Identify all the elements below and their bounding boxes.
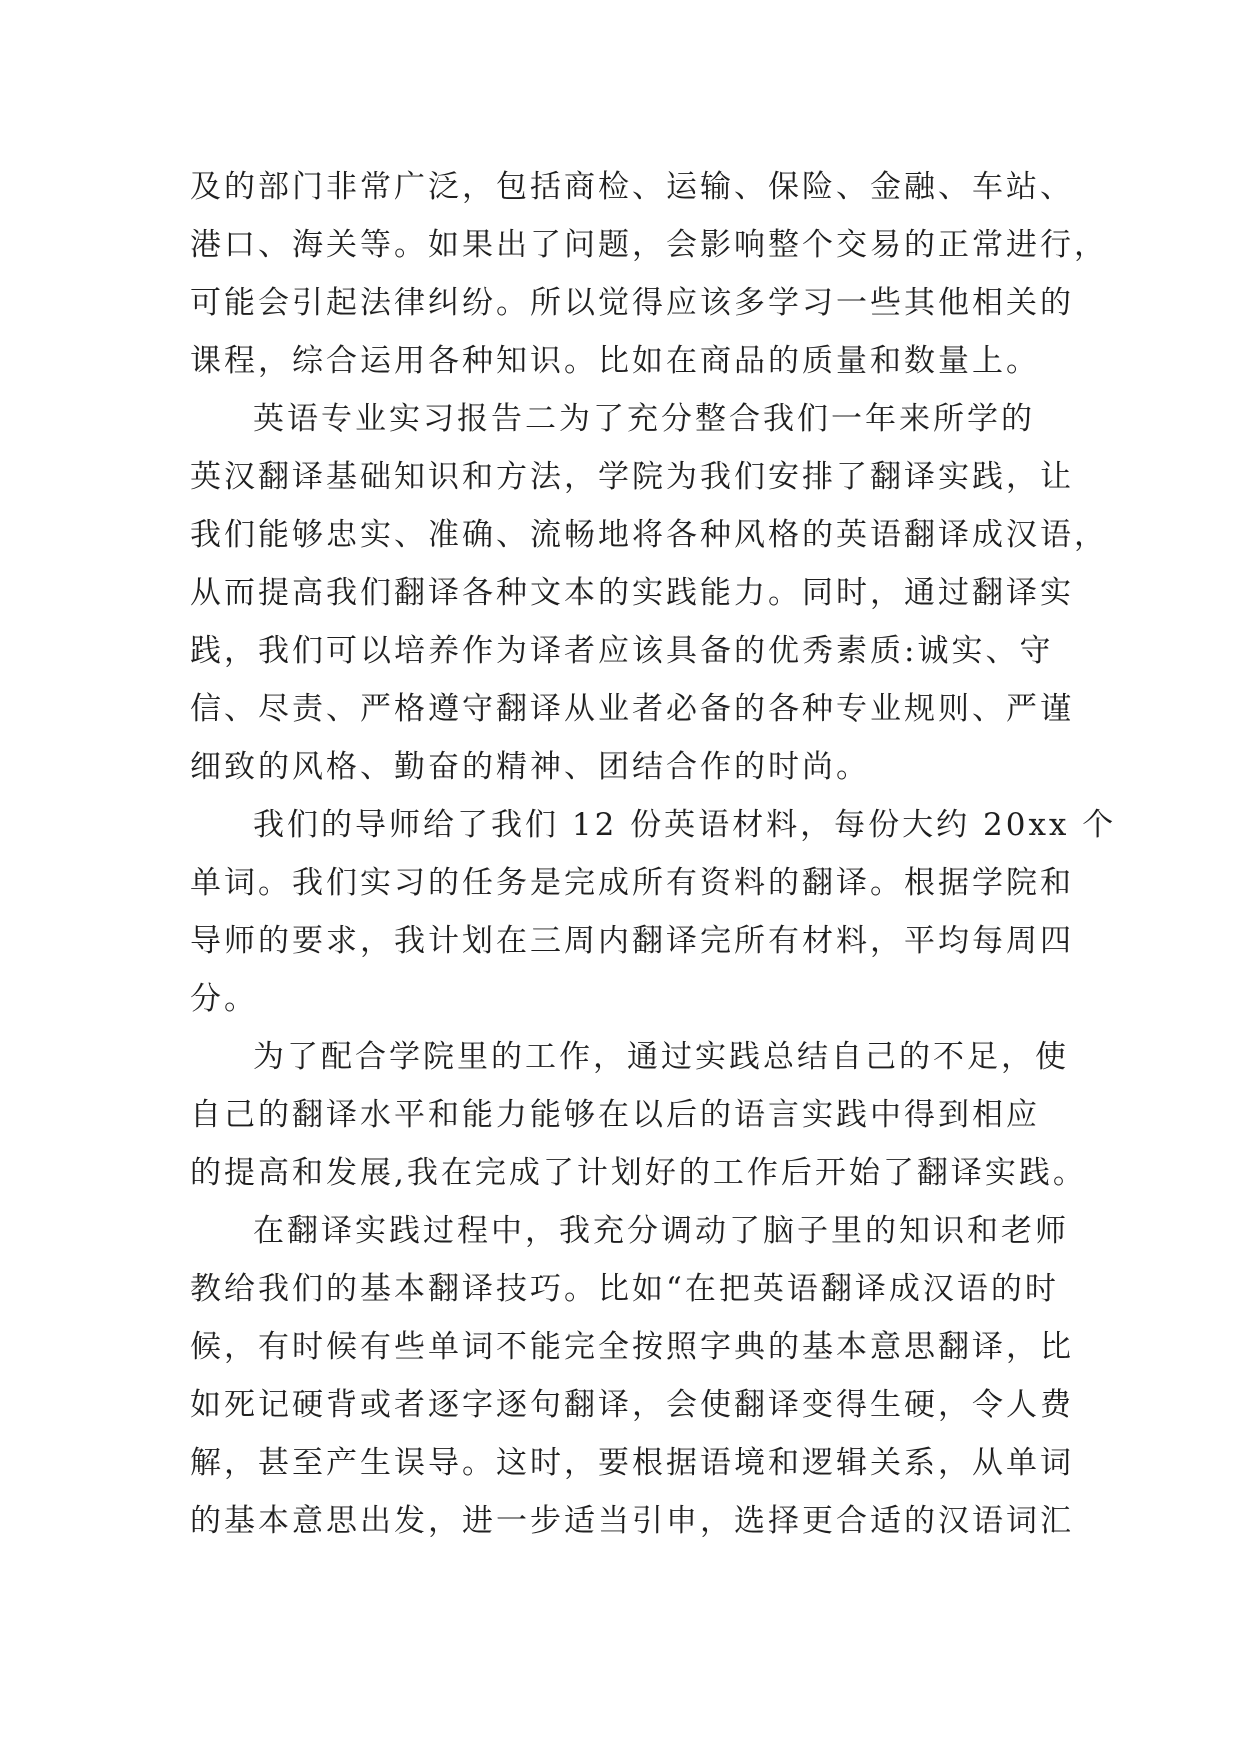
text-line: 教给我们的基本翻译技巧。比如“在把英语翻译成汉语的时 bbox=[190, 1271, 1059, 1307]
text-line: 英汉翻译基础知识和方法，学院为我们安排了翻译实践，让 bbox=[190, 459, 1074, 495]
text-line: 从而提高我们翻译各种文本的实践能力。同时，通过翻译实 bbox=[190, 575, 1074, 611]
text-line: 可能会引起法律纠纷。所以觉得应该多学习一些其他相关的 bbox=[190, 285, 1074, 321]
text-line: 的提高和发展,我在完成了计划好的工作后开始了翻译实践。 bbox=[190, 1155, 1087, 1191]
text-line: 信、尽责、严格遵守翻译从业者必备的各种专业规则、严谨 bbox=[190, 691, 1074, 727]
text-line: 港口、海关等。如果出了问题，会影响整个交易的正常进行， bbox=[190, 227, 1108, 263]
text-line: 候，有时候有些单词不能完全按照字典的基本意思翻译，比 bbox=[190, 1329, 1074, 1365]
paragraph-first-line: 在翻译实践过程中，我充分调动了脑子里的知识和老师 bbox=[253, 1213, 1069, 1249]
text-line: 及的部门非常广泛，包括商检、运输、保险、金融、车站、 bbox=[190, 169, 1074, 205]
paragraph-first-line: 我们的导师给了我们 12 份英语材料，每份大约 20xx 个 bbox=[253, 807, 1117, 843]
text-line: 的基本意思出发，进一步适当引申，选择更合适的汉语词汇 bbox=[190, 1503, 1074, 1539]
text-line: 解，甚至产生误导。这时，要根据语境和逻辑关系，从单词 bbox=[190, 1445, 1074, 1481]
paragraph-first-line: 英语专业实习报告二为了充分整合我们一年来所学的 bbox=[253, 401, 1035, 437]
text-line: 践，我们可以培养作为译者应该具备的优秀素质:诚实、守 bbox=[190, 633, 1054, 669]
text-line: 单词。我们实习的任务是完成所有资料的翻译。根据学院和 bbox=[190, 865, 1074, 901]
text-line: 课程，综合运用各种知识。比如在商品的质量和数量上。 bbox=[190, 343, 1040, 379]
text-line: 导师的要求，我计划在三周内翻译完所有材料，平均每周四 bbox=[190, 923, 1074, 959]
text-line: 我们能够忠实、准确、流畅地将各种风格的英语翻译成汉语， bbox=[190, 517, 1108, 553]
text-line: 自己的翻译水平和能力能够在以后的语言实践中得到相应 bbox=[190, 1097, 1040, 1133]
text-line: 细致的风格、勤奋的精神、团结合作的时尚。 bbox=[190, 749, 870, 785]
paragraph-first-line: 为了配合学院里的工作，通过实践总结自己的不足，使 bbox=[253, 1039, 1069, 1075]
text-line: 如死记硬背或者逐字逐句翻译，会使翻译变得生硬，令人费 bbox=[190, 1387, 1074, 1423]
text-line: 分。 bbox=[190, 981, 258, 1017]
